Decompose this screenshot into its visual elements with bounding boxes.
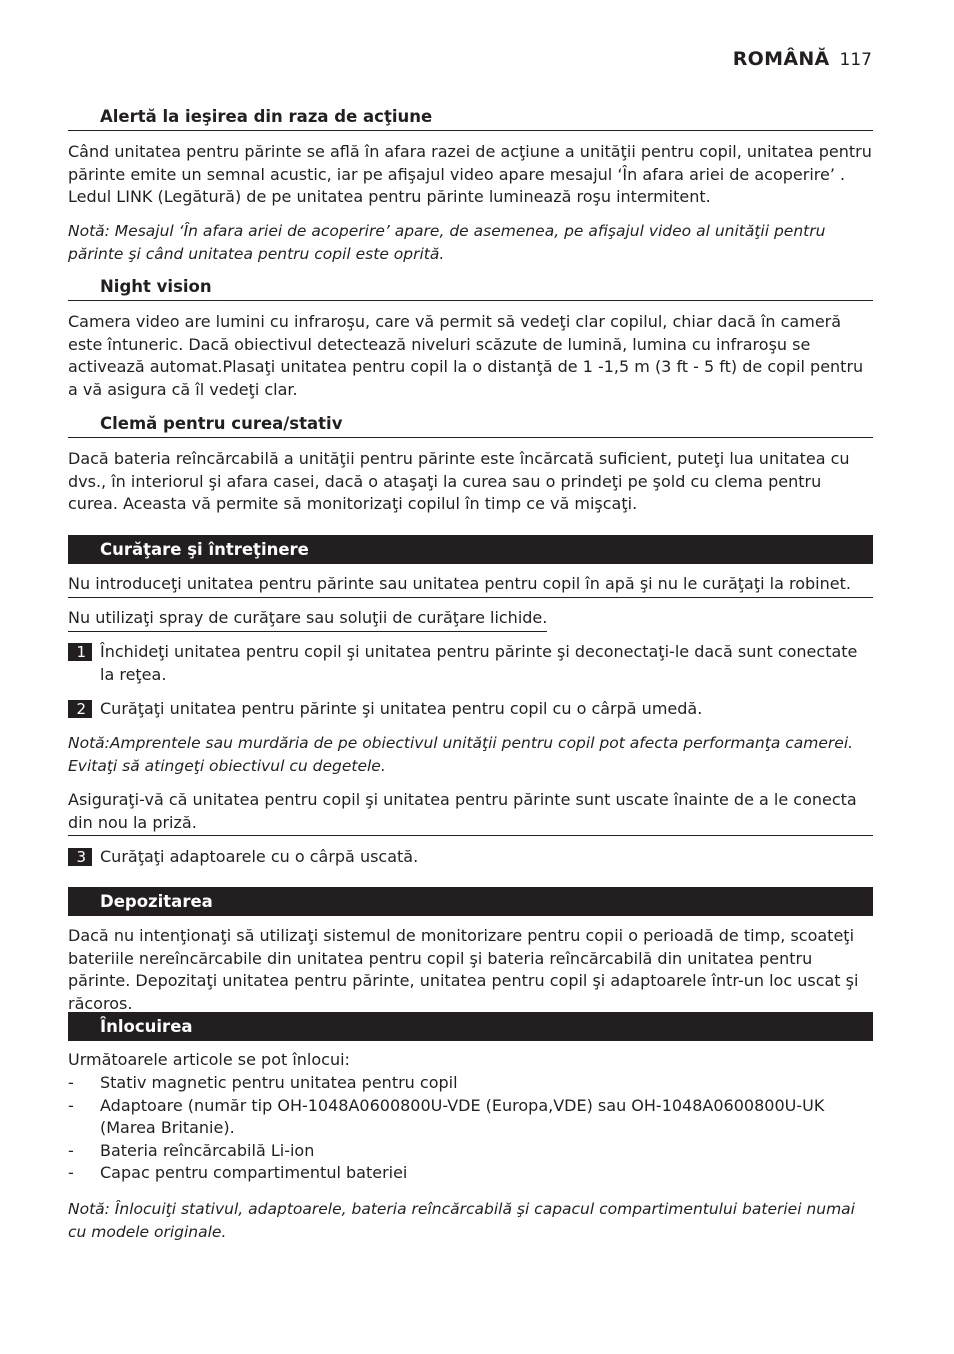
page-header — [733, 48, 872, 70]
cleaning-step-2 — [68, 698, 873, 721]
replacement-intro: Următoarele articole se pot înlocui: — [68, 1050, 350, 1069]
language-label: ROMÂNĂ — [732, 48, 830, 70]
cleaning-warning-2-wrap — [68, 607, 873, 632]
step-text: Curăţaţi adaptoarele cu o cârpă uscată. — [100, 847, 419, 866]
storage-text: Dacă nu intenţionaţi să utilizaţi sistemul de monitorizare pentru copii o perioadă de timp, scoateţi bateriile nereîncărcabile din unitatea pentru copil şi bateria reîncărcabilă din unitatea pentru părinte. Depozitaţi unitatea pentru părinte, unitatea pentru copil şi adaptoarele într-un loc uscat şi răcoros. — [68, 926, 859, 1013]
cleaning-warning-3: Asiguraţi-vă că unitatea pentru copil şi unitatea pentru părinte sunt uscate înainte de a le conecta din nou la priză. — [68, 789, 873, 836]
page-number: 117 — [839, 50, 872, 70]
range-alert-text: Când unitatea pentru părinte se află în afara razei de acţiune a unităţii pentru copil, unitatea pentru părinte emite un semnal acustic, iar pe afişajul video apare mesajul ‘În afara ariei de acoperire’ . Ledul LINK (Legătură) de pe unitatea pentru părinte luminează roşu intermitent. — [68, 142, 872, 206]
replacement-note: Notă: Înlocuiţi stativul, adaptoarele, bateria reîncărcabilă şi capacul compartimentului bateriei numai cu modele originale. — [68, 1200, 855, 1241]
cleaning-note: Notă:Amprentele sau murdăria de pe obiectivul unităţii pentru copil pot afecta performanţa camerei. Evitaţi să atingeţi obiectivul cu degetele. — [68, 734, 854, 775]
list-item: - Capac pentru compartimentul bateriei — [68, 1162, 873, 1185]
belt-clip-text: Dacă bateria reîncărcabilă a unităţii pentru părinte este încărcată suficient, puteţi lua unitatea cu dvs., în interiorul şi afara casei, dacă o ataşaţi la curea sau o prindeţi pe şold cu clema pentru curea. Aceasta vă permite să monitorizaţi copilul în timp ce vă mişcaţi. — [68, 449, 850, 513]
range-alert-note: Notă: Mesajul ‘În afara ariei de acoperire’ apare, de asemenea, pe afişajul video al unităţii pentru părinte şi când unitatea pentru copil este oprită. — [68, 222, 826, 263]
cleaning-warning-2: Nu utilizaţi spray de curăţare sau soluţii de curăţare lichide. — [68, 607, 547, 632]
replacement-heading-bar: Înlocuirea — [68, 1012, 873, 1041]
belt-clip-heading: Clemă pentru curea/stativ — [68, 413, 873, 438]
cleaning-warning-1: Nu introduceţi unitatea pentru părinte sau unitatea pentru copil în apă şi nu le curăţaţi la robinet. — [68, 573, 873, 598]
step-number: 1 — [68, 643, 92, 661]
bullet: - — [68, 1073, 74, 1092]
replacement-list — [68, 1072, 873, 1185]
night-vision-text: Camera video are lumini cu infraroşu, care vă permit să vedeţi clar copilul, chiar dacă în cameră este întuneric. Dacă obiectivul detectează niveluri scăzute de lumină, lumina cu infraroşu se activează automat.Plasaţi unitatea pentru copil la o distanţă de 1 -1,5 m (3 ft - 5 ft) de copil pentru a vă asigura că îl vedeţi clar. — [68, 312, 864, 399]
step-text: Curăţaţi unitatea pentru părinte şi unitatea pentru copil cu o cârpă umedă. — [100, 699, 703, 718]
bullet: - — [68, 1140, 74, 1160]
step-number: 2 — [68, 700, 92, 718]
step-text: Închideţi unitatea pentru copil şi unitatea pentru părinte şi deconectaţi-le dacă sunt conectate la reţea. — [100, 642, 858, 684]
list-item: - Adaptoare (număr tip OH-1048A0600800U-VDE (Europa,VDE) sau OH-1048A0600800U-UK (Marea Britanie). — [68, 1095, 825, 1137]
list-item: - Stativ magnetic pentru unitatea pentru copil — [68, 1072, 873, 1095]
bullet: - — [68, 1163, 74, 1182]
storage-heading-bar: Depozitarea — [68, 887, 873, 916]
step-number: 3 — [68, 848, 92, 866]
range-alert-heading: Alertă la ieşirea din raza de acţiune — [68, 106, 873, 131]
cleaning-heading-bar: Curăţare şi întreţinere — [68, 535, 873, 564]
list-item: - Bateria reîncărcabilă Li-ion — [68, 1140, 873, 1163]
bullet: - — [68, 1095, 74, 1115]
cleaning-step-1 — [68, 641, 873, 686]
cleaning-step-3 — [68, 846, 873, 869]
night-vision-heading: Night vision — [68, 276, 873, 301]
